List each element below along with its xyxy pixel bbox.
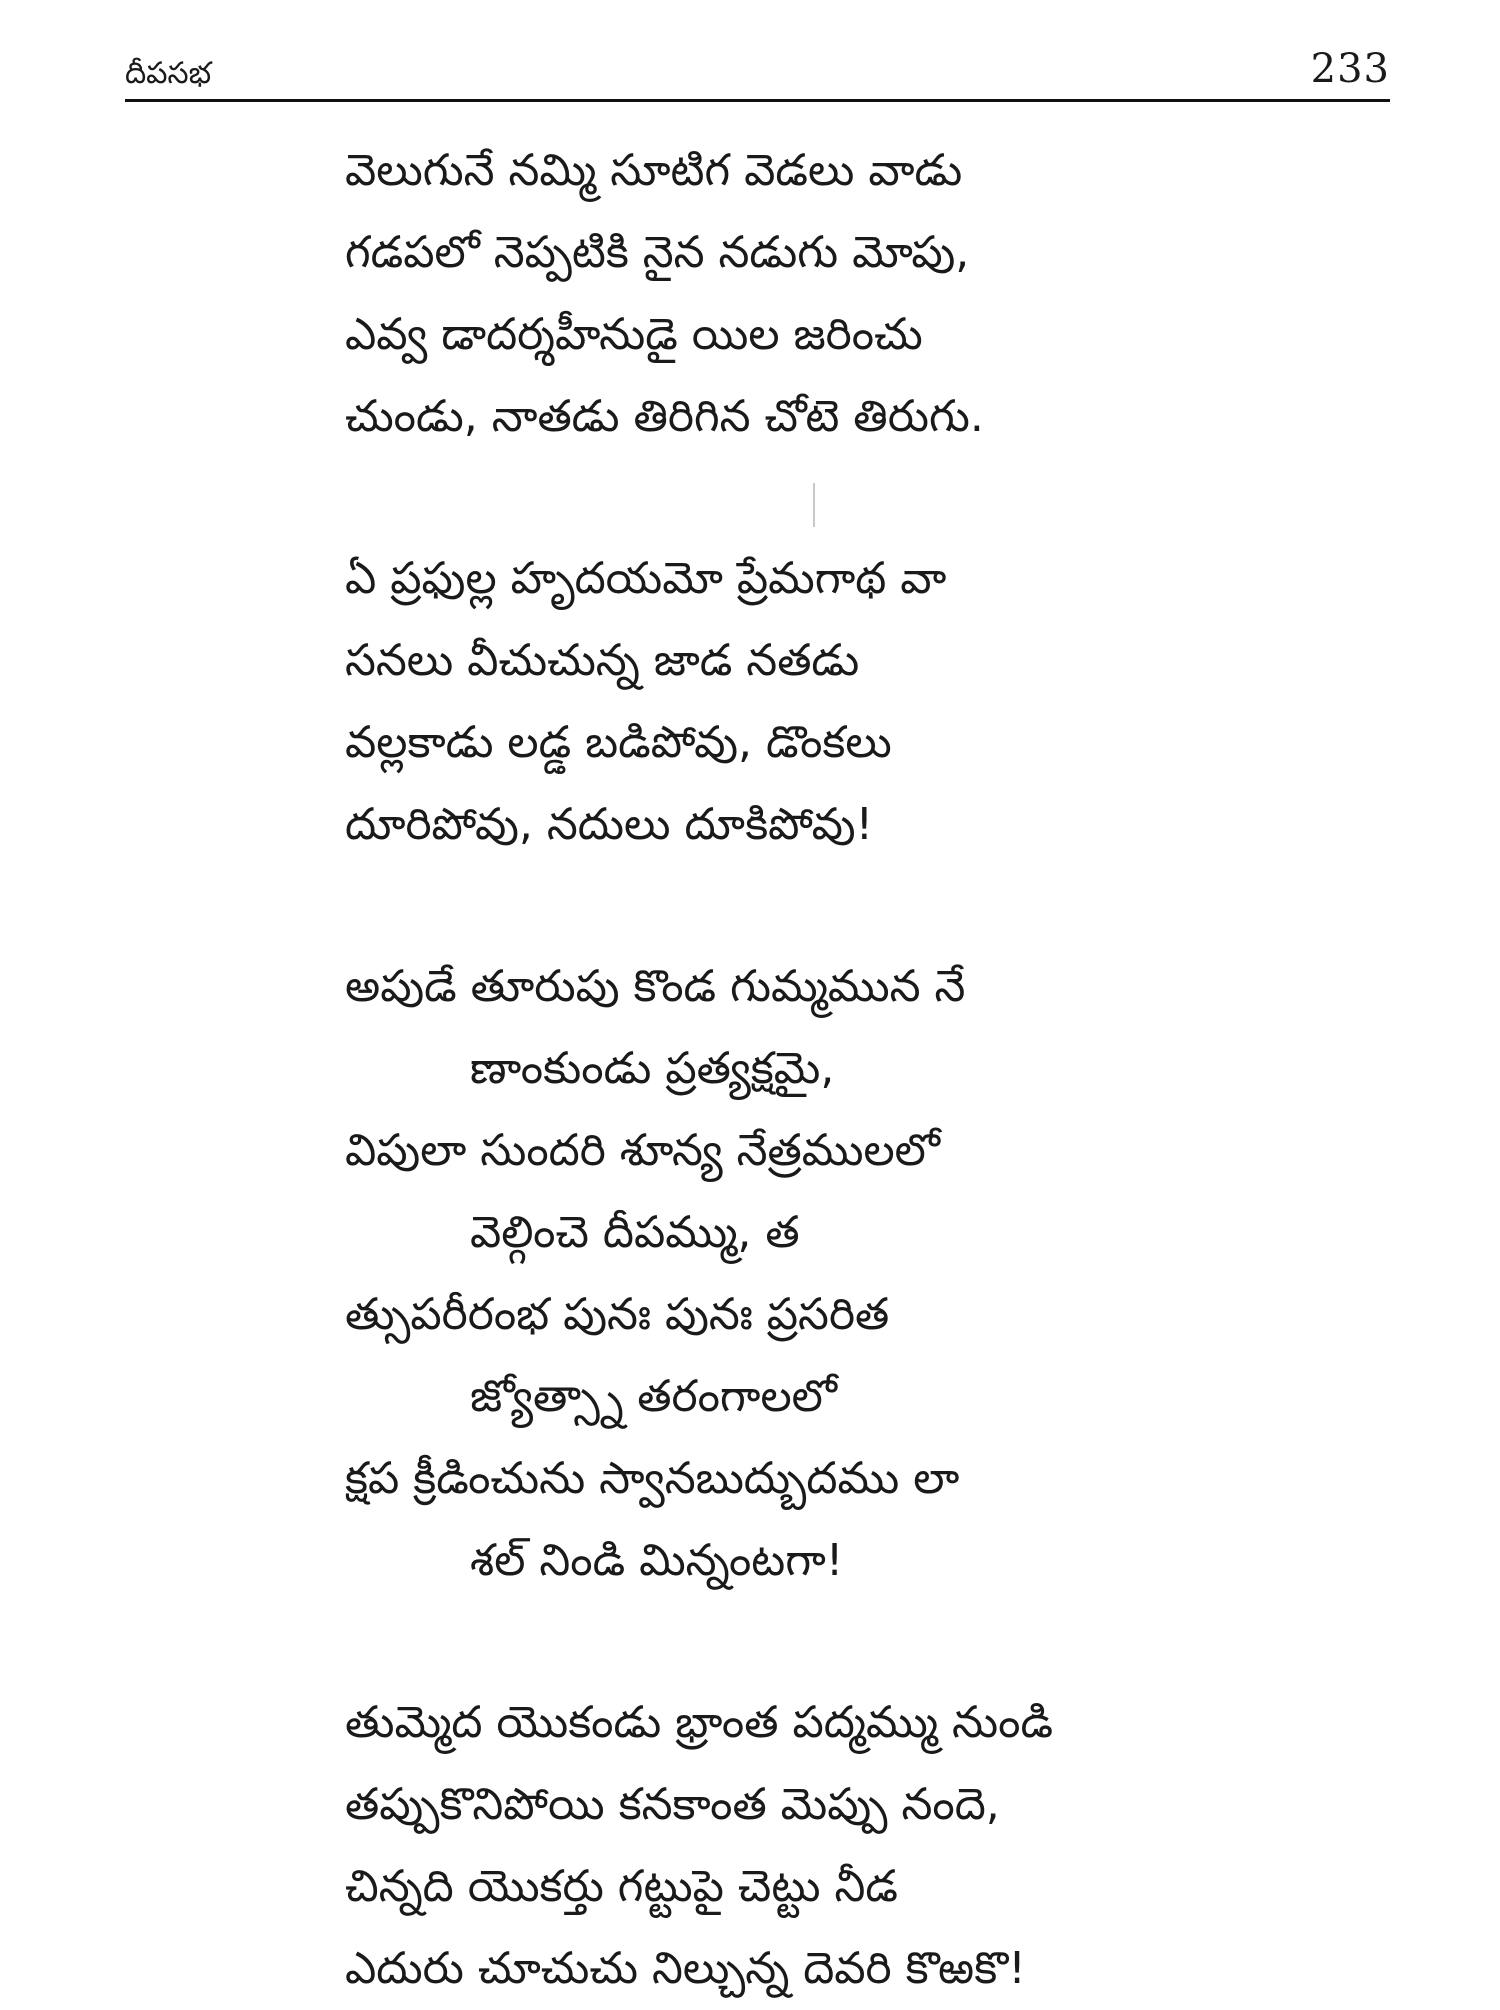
poem-line: ణాంకుండు ప్రత్యక్షమై, (470, 1043, 835, 1094)
stanza (345, 1682, 1395, 2010)
poem-line: విపులా సుందరి శూన్య నేత్రములలో (345, 1125, 940, 1176)
poem-line: గడపలో నెప్పటికి నైన నడుగు మోపు, (345, 227, 970, 278)
poem-line: ఎదురు చూచుచు నిల్చున్న దెవరి కొఱకొ! (345, 1943, 1026, 1994)
poem-line: జ్యోత్స్నా తరంగాలలో (470, 1371, 837, 1422)
stanza (345, 946, 1395, 1602)
poem-line: వల్లకాడు లడ్డ బడిపోవు, డొంకలు (345, 717, 892, 768)
poem-line: శల్ నిండి మిన్నంటగా! (470, 1535, 844, 1586)
poem-line: వెలుగునే నమ్మి సూటిగ వెడలు వాడు (345, 145, 963, 196)
poem-line: సనలు వీచుచున్న జాడ నతడు (345, 635, 860, 686)
stanza (345, 130, 1395, 458)
stanza (345, 538, 1395, 866)
poem-line: తుమ్మెద యొకండు భ్రాంత పద్మమ్ము నుండి (345, 1697, 1054, 1748)
poem-line: దూరిపోవు, నదులు దూకిపోవు! (345, 799, 874, 850)
page-header (125, 40, 1390, 100)
poem-line: తప్పుకొనిపోయి కనకాంత మెప్పు నందె, (345, 1779, 1000, 1830)
running-title: దీపసభ (125, 56, 212, 91)
poem-line: ఏ ప్రఫుల్ల హృదయమో ప్రేమగాథ వా (345, 553, 947, 604)
poem-line: వెల్గించె దీపమ్ము, త (470, 1207, 800, 1258)
page-number: 233 (1310, 46, 1390, 92)
poem (345, 130, 1395, 2010)
poem-line: చిన్నది యొకర్తు గట్టుపై చెట్టు నీడ (345, 1861, 898, 1912)
poem-line: అపుడే తూరుపు కొండ గుమ్మమున నే (345, 961, 966, 1012)
poem-line: త్సుపరీరంభ పునః పునః ప్రసరిత (345, 1289, 890, 1340)
poem-line: చుండు, నాతడు తిరిగిన చోటె తిరుగు. (345, 391, 984, 442)
poem-line: ఎవ్వ డాదర్శహీనుడై యిల జరించు (345, 309, 923, 360)
header-rule (125, 99, 1390, 102)
poem-line: క్షప క్రీడించును స్వానబుద్బుదము లా (345, 1453, 960, 1504)
